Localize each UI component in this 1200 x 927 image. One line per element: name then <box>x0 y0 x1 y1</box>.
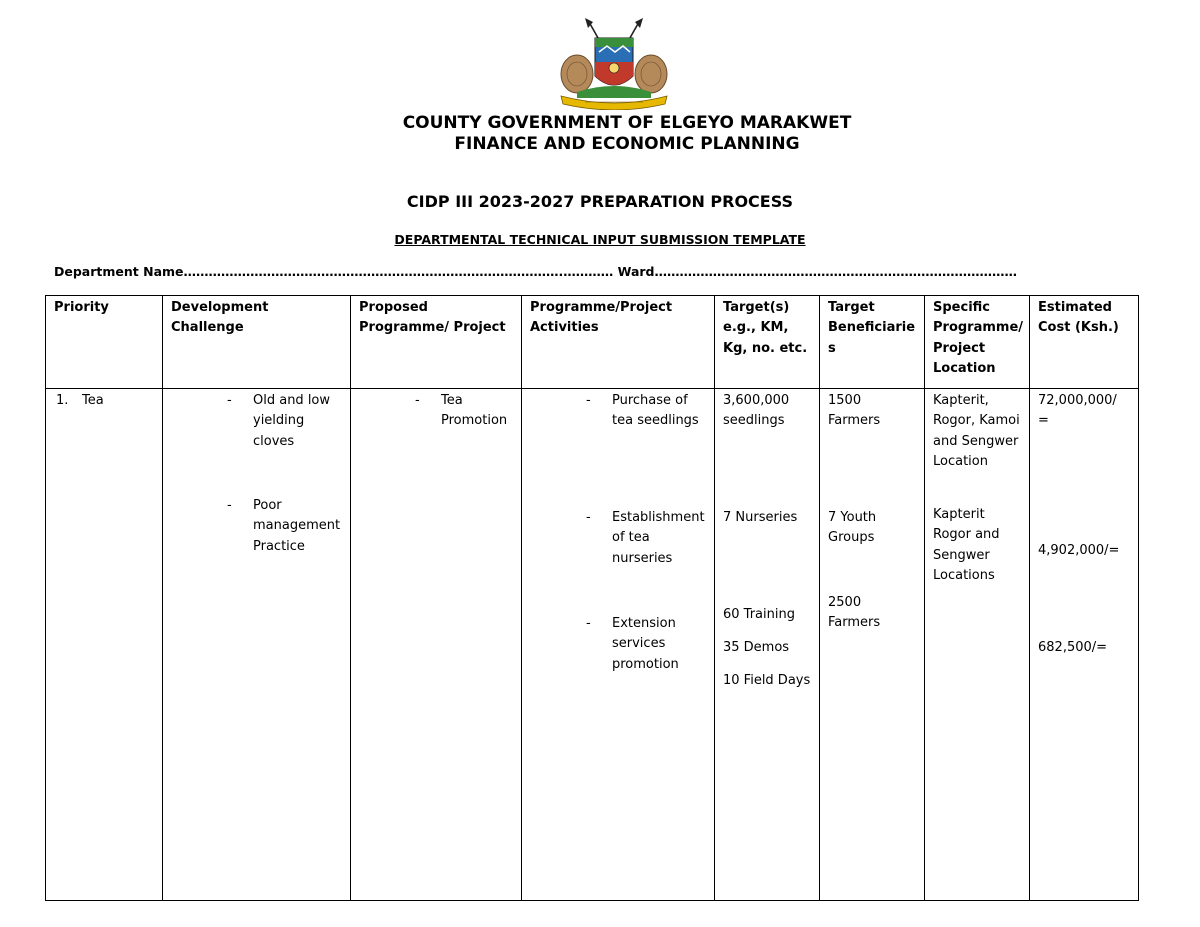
challenge-cell <box>163 389 351 901</box>
dash-bullet: - <box>227 393 232 408</box>
location-cell <box>925 389 1030 901</box>
location-text: Kapterit Rogor and Sengwer Locations <box>933 507 1000 583</box>
beneficiary-text: 1500 Farmers <box>828 393 881 429</box>
column-header-estimated-cost: Estimated Cost (Ksh.) <box>1030 296 1139 389</box>
table-row <box>46 389 1139 901</box>
cost-text: 4,902,000/= <box>1038 543 1120 558</box>
dash-bullet: - <box>586 616 591 631</box>
activity-text: Establishment of tea nurseries <box>612 510 705 566</box>
target-text: 3,600,000 seedlings <box>723 393 790 429</box>
beneficiary-text: 2500 Farmers <box>828 595 881 631</box>
column-header-location: Specific Programme/ Project Location <box>925 296 1030 389</box>
column-header-development-challenge: Development Challenge <box>163 296 351 389</box>
department-title: FINANCE AND ECONOMIC PLANNING <box>454 134 800 154</box>
targets-cell <box>715 389 820 901</box>
activities-cell <box>522 389 715 901</box>
dash-bullet: - <box>227 498 232 513</box>
column-header-activities: Programme/Project Activities <box>522 296 715 389</box>
column-header-beneficiaries: Target Beneficiarie s <box>820 296 925 389</box>
target-text: 35 Demos <box>723 640 790 655</box>
programme-cell <box>351 389 522 901</box>
template-title: DEPARTMENTAL TECHNICAL INPUT SUBMISSION TEMPLATE <box>394 232 806 247</box>
dash-bullet: - <box>586 393 591 408</box>
location-text: Kapterit, Rogor, Kamoi and Sengwer Location <box>933 393 1020 469</box>
programme-text: Tea Promotion <box>441 393 508 429</box>
activity-text: Purchase of tea seedlings <box>612 393 699 429</box>
county-title: COUNTY GOVERNMENT OF ELGEYO MARAKWET <box>402 113 852 133</box>
county-coat-of-arms-logo <box>555 18 673 110</box>
input-table <box>45 295 1139 901</box>
challenge-text: Old and low yielding cloves <box>253 393 331 449</box>
beneficiaries-cell <box>820 389 925 901</box>
process-title: CIDP III 2023-2027 PREPARATION PROCESS <box>406 192 794 211</box>
dash-bullet: - <box>586 510 591 525</box>
target-text: 7 Nurseries <box>723 510 798 525</box>
column-header-targets: Target(s) e.g., KM, Kg, no. etc. <box>715 296 820 389</box>
column-header-priority: Priority <box>46 296 163 389</box>
cost-cell <box>1030 389 1139 901</box>
priority-name: Tea <box>82 393 104 408</box>
table-header-row <box>46 296 1139 389</box>
target-text: 10 Field Days <box>723 673 811 688</box>
beneficiary-text: 7 Youth Groups <box>828 510 877 546</box>
cost-text: 682,500/= <box>1038 640 1108 655</box>
dash-bullet: - <box>415 393 420 408</box>
challenge-text: Poor management Practice <box>253 498 341 554</box>
cost-text: 72,000,000/ = <box>1038 393 1117 429</box>
activity-text: Extension services promotion <box>612 616 679 672</box>
department-ward-line: Department Name……………………………………………………………………………….………… Ward…………………………………………………………………………… <box>54 264 1017 279</box>
column-header-proposed-programme: Proposed Programme/ Project <box>351 296 522 389</box>
priority-number: 1. <box>56 393 69 408</box>
priority-cell <box>46 389 163 901</box>
target-text: 60 Training <box>723 607 795 622</box>
